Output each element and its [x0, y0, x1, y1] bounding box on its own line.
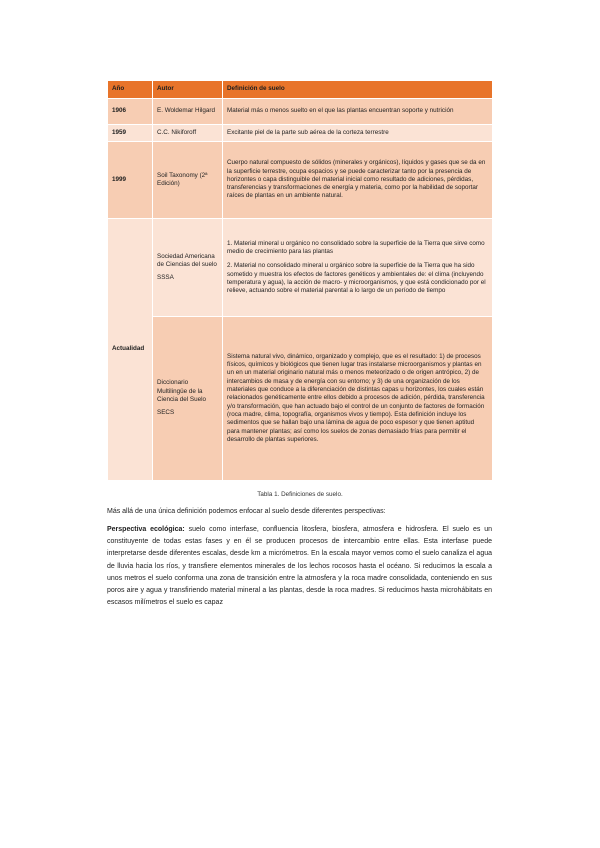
author-cell	[153, 317, 223, 481]
table-header-row	[108, 81, 493, 99]
definition-cell	[223, 219, 493, 317]
definition-item: 2. Material no consolidado mineral u orgánico sobre la superficie de la Tierra que ha sido sometido y muestra los efectos de factores genéticos y ambientales de: el clima (incluyendo temperatura y agua), la acción de macro- y microorganismos, y que está condicionado por el relieve, actuando sobre el material parental a lo largo de un período de tiempo	[227, 262, 486, 295]
intro-sentence: Más allá de una única definición podemos enfocar al suelo desde diferentes perspectivas:	[107, 508, 386, 515]
author-cell: E. Woldemar Hilgard	[153, 99, 223, 125]
author-acronym: SSSA	[157, 274, 174, 282]
definition-cell: Cuerpo natural compuesto de sólidos (minerales y orgánicos), líquidos y gases que se da en la superficie terrestre, ocupa espacios y se puede caracterizar tanto por la presencia de horizontes o capa distinguible del material inicial como resultado de adiciones, pérdidas, transferencias y transformaciones de energía y materia, como por la habilidad de soportar raíces de plantas en un ambiente natural.	[223, 142, 493, 219]
paragraph-text: suelo como interfase, confluencia litosfera, biosfera, atmosfera e hidrosfera. El suelo es un constituyente de todas estas fases y en él se producen procesos de intercambio entre ellas. Esta interfase puede interpretarse desde diferentes escalas, desde km a micrómetros. En la escala mayor vemos como el suelo canaliza el agua de lluvia hacia los ríos, y transfiere elementos minerales de los lechos rocosos hasta el océano. Si reducimos la escala a unos metros el suelo conforma una zona de transición entre la atmosfera y la roca madre consolidada, conteniendo en sus poros aire y agua y transfiriendo material mineral a las plantas, desde la roca madres. Si reducimos hasta microhábitats en escasos milímetros el suelo es capaz	[107, 526, 492, 607]
author-name: Diccionario Multilingüe de la Ciencia del Suelo	[157, 379, 207, 403]
author-cell	[153, 219, 223, 317]
author-name: Sociedad Americana de Ciencias del suelo	[157, 252, 217, 268]
year-cell-actualidad: Actualidad	[108, 219, 153, 481]
definition-cell: Sistema natural vivo, dinámico, organizado y complejo, que es el resultado: 1) de procesos físicos, químicos y biológicos que tienen lugar tras instalarse microorganismos y plantas en un en un material originario natural más o menos meteorizado o de origen antrópico, 2) de intercambios de masa y de energía con su entorno; y 3) de una organización de los materiales que conduce a la diferenciación de distintas capas u horizontes, los cuales están relacionados genéticamente entre ellos debido a procesos de adición, pérdida, transferencia y/o transformación, que han actuado bajo el control de un conjunto de factores de formación (roca madre, clima, topografía, organismos vivos y tiempo). Esta definición incluye los sedimentos que se hallan bajo una lámina de agua de poco espesor y que tienen aptitud para mantener plantas; así como los suelos de zonas demasiado frías para permitir el desarrollo de plantas superiores.	[223, 317, 493, 481]
table-caption: Tabla 1. Definiciones de suelo.	[257, 491, 343, 498]
year-cell: 1999	[108, 142, 153, 219]
header-author: Autor	[153, 81, 223, 99]
year-cell: 1959	[108, 125, 153, 142]
table-row	[108, 142, 493, 219]
header-year: Año	[108, 81, 153, 99]
table-row	[108, 99, 493, 125]
table-row	[108, 317, 493, 481]
paragraph-lead: Perspectiva ecológica:	[107, 526, 185, 533]
table-row	[108, 219, 493, 317]
author-cell: Soil Taxonomy (2ª Edición)	[153, 142, 223, 219]
definition-cell: Excitante piel de la parte sub aérea de la corteza terrestre	[223, 125, 493, 142]
body-paragraph	[107, 524, 492, 609]
year-cell: 1906	[108, 99, 153, 125]
definition-item: 1. Material mineral u orgánico no consolidado sobre la superficie de la Tierra que sirve como medio de crecimiento para las plantas	[227, 239, 485, 255]
author-cell: C.C. Nikiforoff	[153, 125, 223, 142]
soil-definitions-table	[107, 80, 493, 481]
author-acronym: SECS	[157, 409, 175, 417]
header-definition: Definición de suelo	[223, 81, 493, 99]
table-row	[108, 125, 493, 142]
definition-cell: Material más o menos suelto en el que las plantas encuentran soporte y nutrición	[223, 99, 493, 125]
